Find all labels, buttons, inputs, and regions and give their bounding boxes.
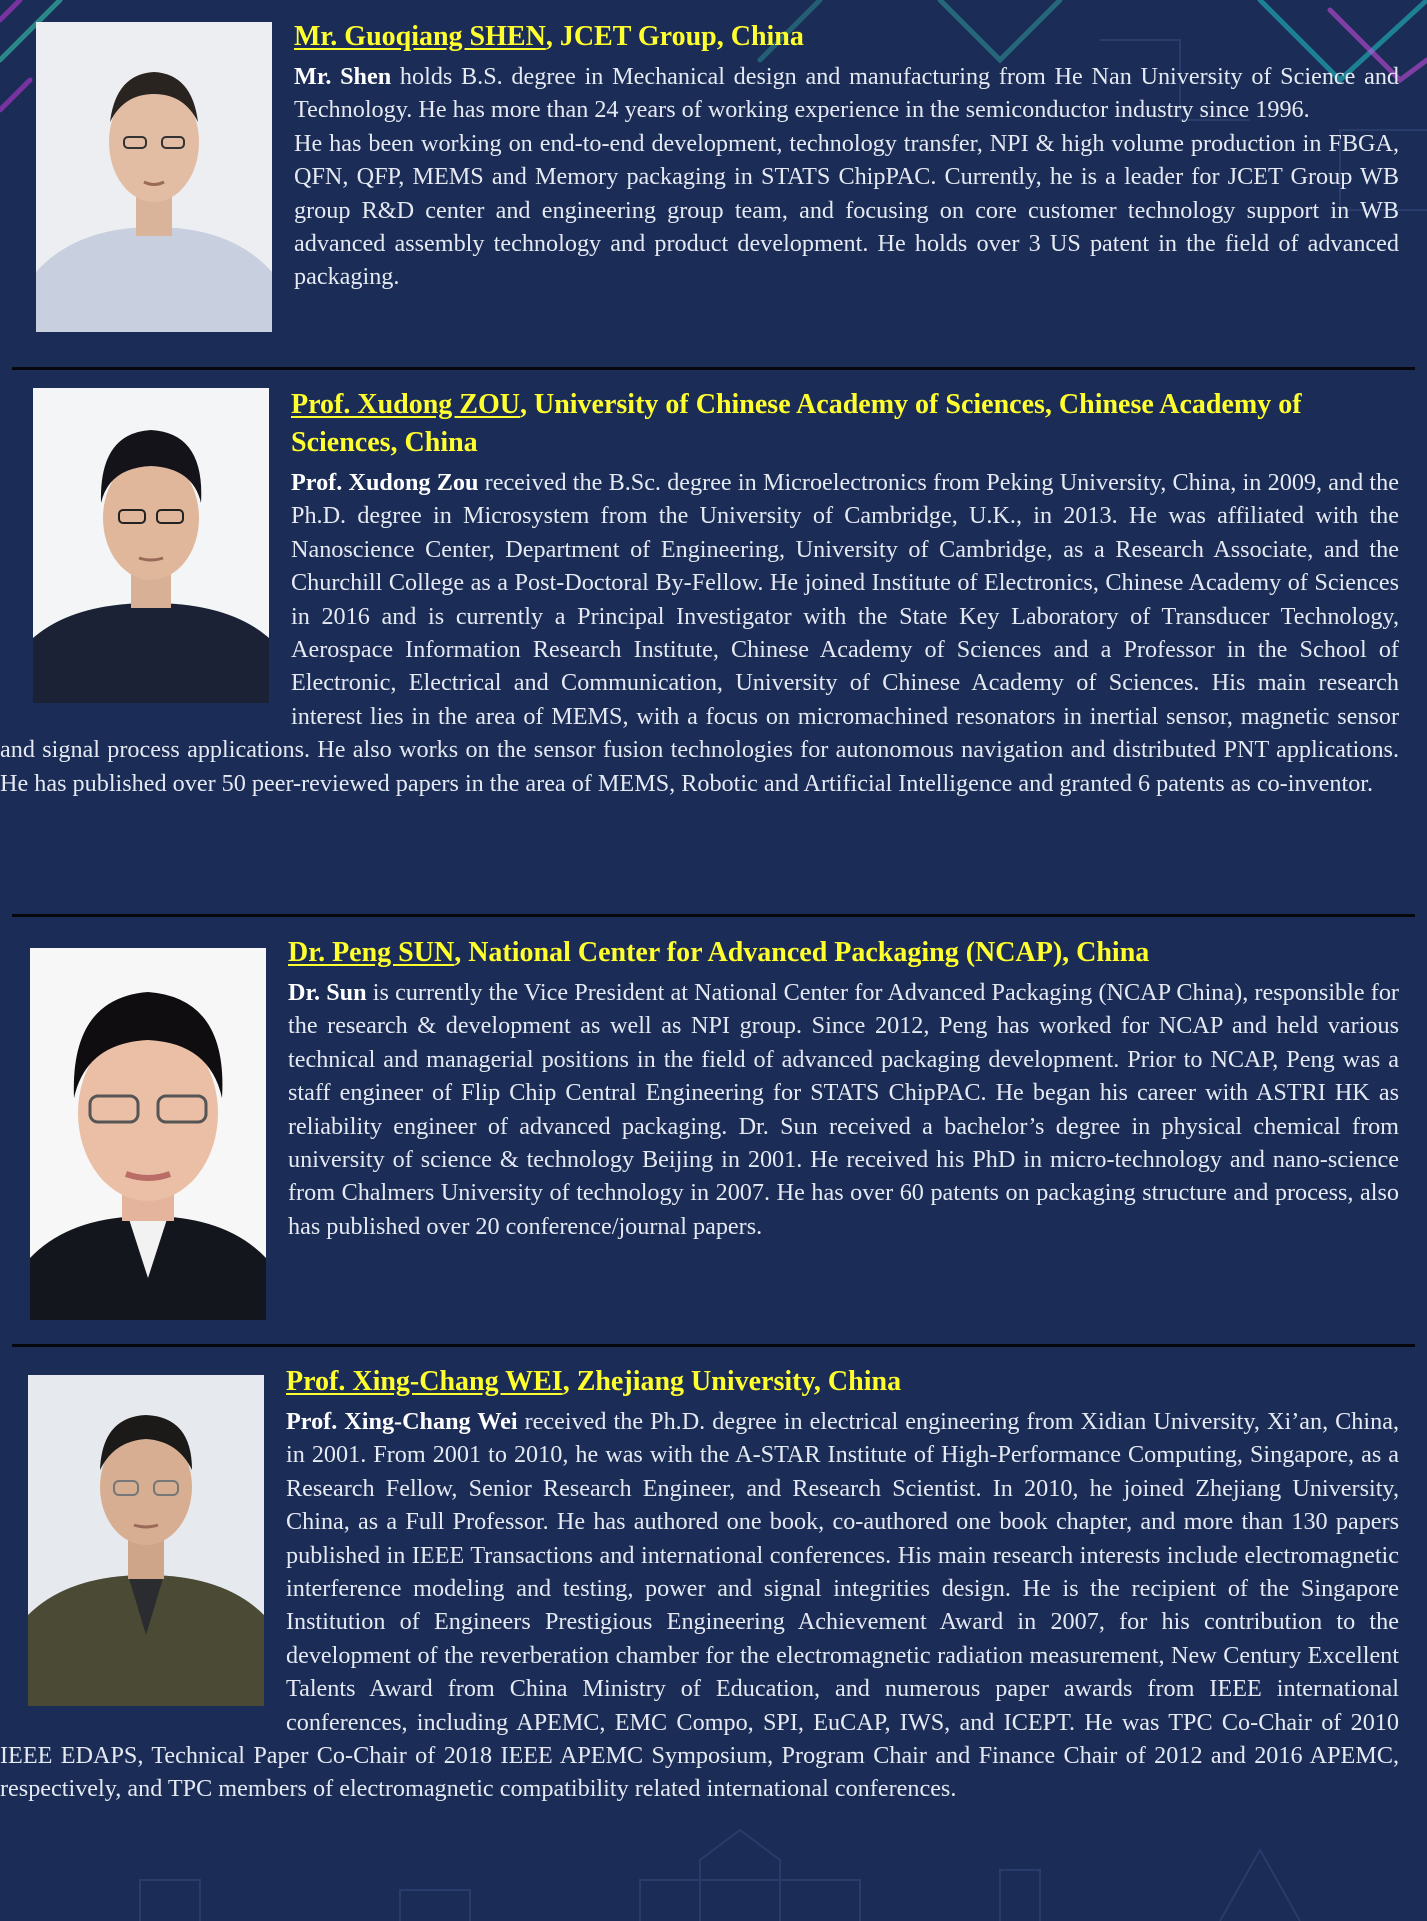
portrait-photo [36, 22, 272, 332]
bio-guoqiang-shen [0, 18, 1427, 332]
bio-lead-name: Prof. Xing-Chang Wei [286, 1408, 518, 1435]
portrait-photo [33, 388, 269, 703]
speaker-name: Dr. Peng SUN [288, 937, 455, 968]
person-portrait-icon [36, 22, 272, 332]
portrait-photo [30, 948, 266, 1320]
section-divider [12, 914, 1415, 917]
speaker-name: Mr. Guoqiang SHEN [294, 21, 546, 52]
section-divider [12, 367, 1415, 370]
bio-peng-sun [0, 934, 1427, 1320]
person-portrait-icon [30, 948, 266, 1320]
speaker-affiliation: , National Center for Advanced Packaging (NCAP), China [454, 937, 1150, 968]
bio-xing-chang-wei [0, 1363, 1427, 1806]
speaker-affiliation: , JCET Group, China [545, 21, 804, 52]
speaker-affiliation: , Zhejiang University, China [562, 1366, 902, 1397]
bio-body: holds B.S. degree in Mechanical design and manufacturing from He Nan University of Science and Technology. He has more than 24 years of working experience in the semiconductor industry since 1996. [294, 63, 1400, 124]
bio-lead-name: Prof. Xudong Zou [291, 469, 479, 496]
speaker-name: Prof. Xing-Chang WEI [286, 1366, 563, 1397]
section-divider [12, 1344, 1415, 1347]
speaker-name: Prof. Xudong ZOU [291, 389, 520, 420]
speaker-affiliation: , University of Chinese Academy of Sciences, Chinese Academy of Sciences, China [291, 389, 1302, 458]
bio-lead-name: Mr. Shen [294, 63, 392, 90]
bio-body: received the B.Sc. degree in Microelectronics from Peking University, China, in 2009, and the Ph.D. degree in Microsystem from the University of Cambridge, U.K., in 2013. He was affiliated with the Nanoscience Center, Department of Engineering, University of Cambridge, as a Research Associate, and the Churchill College as a Post-Doctoral By-Fellow. He joined Institute of Electronics, Chinese Academy of Sciences in 2016 and is currently a Principal Investigator with the State Key Laboratory of Transducer Technology, Aerospace Information Research Institute, Chinese Academy of Sciences and a Professor in the School of Electronic, Electrical and Communication, University of Chinese Academy of Sciences. His main research interest lies in the area of MEMS, with a focus on micromachined resonators in inertial sensor, magnetic sensor and signal process applications. He also works on the sensor fusion technologies for autonomous navigation and distributed PNT applications. He has published over 50 peer-reviewed papers in the area of MEMS, Robotic and Artificial Intelligence and granted 6 patents as co-inventor. [0, 469, 1399, 797]
bio-body: is currently the Vice President at National Center for Advanced Packaging (NCAP China), responsible for the research & development as well as NPI group. Since 2012, Peng has worked for NCAP and held various technical and managerial positions in the field of advanced packaging development. Prior to NCAP, Peng was a staff engineer of Flip Chip Central Engineering for STATS ChipPAC. He began his career with ASTRI HK as reliability engineer of advanced packaging. Dr. Sun received a bachelor’s degree in physical chemical from university of science & technology Beijing in 2001. He received his PhD in micro-technology and nano-science from Chalmers University of technology in 2007. He has over 60 patents on packaging structure and process, also has published over 20 conference/journal papers. [288, 979, 1399, 1240]
bio-xudong-zou [0, 386, 1427, 800]
person-portrait-icon [33, 388, 269, 703]
person-portrait-icon [28, 1375, 264, 1706]
bio-body: received the Ph.D. degree in electrical engineering from Xidian University, Xi’an, China, in 2001. From 2001 to 2010, he was with the A-STAR Institute of High-Performance Computing, Singapore, as a Research Fellow, Senior Research Engineer, and Research Scientist. In 2010, he joined Zhejiang University, China, as a Full Professor. He has authored one book, co-authored one book chapter, and more than 130 papers published in IEEE Transactions and international conferences. His main research interests include electromagnetic interference modeling and testing, power and signal integrities design. He is the recipient of the Singapore Institution of Engineers Prestigious Engineering Achievement Award in 2007, for his contribution to the development of the reverberation chamber for the electromagnetic radiation measurement, New Century Excellent Talents Award from China Ministry of Education, and numerous paper awards from IEEE international conferences, including APEMC, EMC Compo, SPI, EuCAP, IWS, and ICEPT. He was TPC Co-Chair of 2010 IEEE EDAPS, Technical Paper Co-Chair of 2018 IEEE APEMC Symposium, Program Chair and Finance Chair of 2012 and 2016 APEMC, respectively, and TPC members of electromagnetic compatibility related international conferences. [0, 1408, 1399, 1803]
bio-lead-name: Dr. Sun [288, 979, 367, 1006]
bio-text-continued: He has been working on end-to-end development, technology transfer, NPI & high volume production in FBGA, QFN, QFP, MEMS and Memory packaging in STATS ChipPAC. Currently, he is a leader for JCET Group WB group R&D center and engineering group team, and focusing on core customer technology support in WB advanced assembly technology and product development. He holds over 3 US patent in the field of advanced packaging. [294, 129, 1399, 291]
portrait-photo [28, 1375, 264, 1706]
